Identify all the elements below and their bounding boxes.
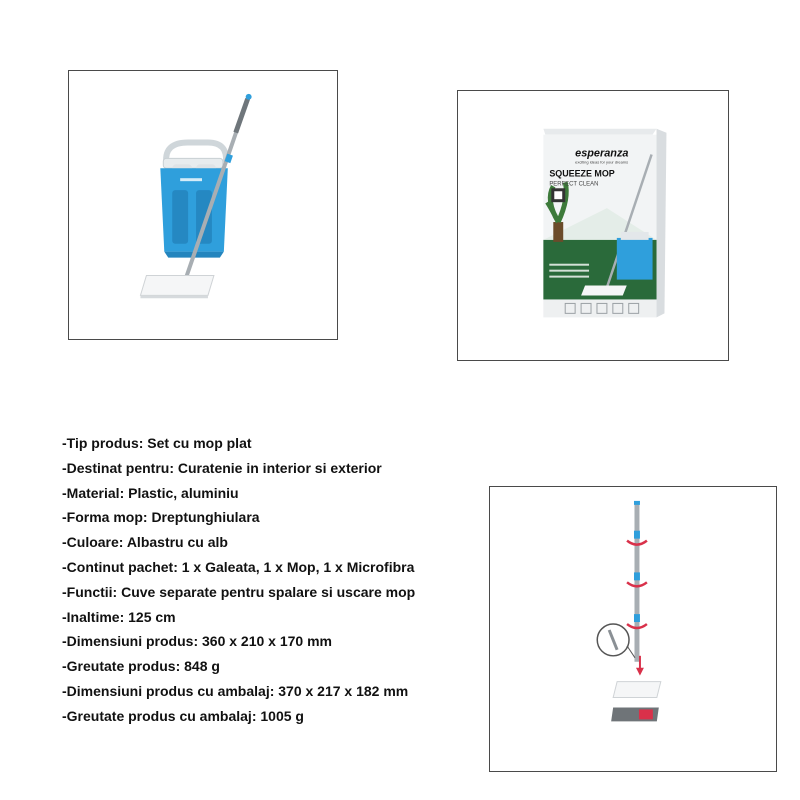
spec-item-mop-shape: -Forma mop: Dreptunghiulara [62,509,260,526]
box-title: SQUEEZE MOP [549,168,615,179]
mop-bucket-illustration [69,71,337,339]
box-subtitle: PERFECT CLEAN [549,181,599,188]
box-tagline: exciting ideas for your dreams [575,159,629,165]
spec-item-product-type: -Tip produs: Set cu mop plat [62,435,252,451]
spec-item-package-contents: -Continut pachet: 1 x Galeata, 1 x Mop, 1 x Microfibra [62,558,415,575]
product-box-illustration [458,91,728,360]
spec-item-packaged-dimensions: -Dimensiuni produs cu ambalaj: 370 x 217 x 182 mm [62,682,409,699]
spec-item-functions: -Functii: Cuve separate pentru spalare si uscare mop [62,583,416,600]
spec-item-height: -Inaltime: 125 cm [62,608,176,625]
spec-item-weight: -Greutate produs: 848 g [62,658,220,675]
spec-item-packaged-weight: -Greutate produs cu ambalaj: 1005 g [62,707,304,724]
box-brand: esperanza [575,147,629,160]
spec-item-color: -Culoare: Albastru cu alb [62,534,228,551]
product-image-mop-bucket [68,70,338,340]
spec-item-material: -Material: Plastic, aluminiu [62,484,239,501]
spec-item-intended-use: -Destinat pentru: Curatenie in interior si exterior [62,459,382,476]
spec-item-dimensions: -Dimensiuni produs: 360 x 210 x 170 mm [62,633,332,650]
product-image-box [457,90,729,361]
product-specifications [62,431,482,729]
product-image-assembly [489,486,777,772]
assembly-illustration [490,487,776,771]
